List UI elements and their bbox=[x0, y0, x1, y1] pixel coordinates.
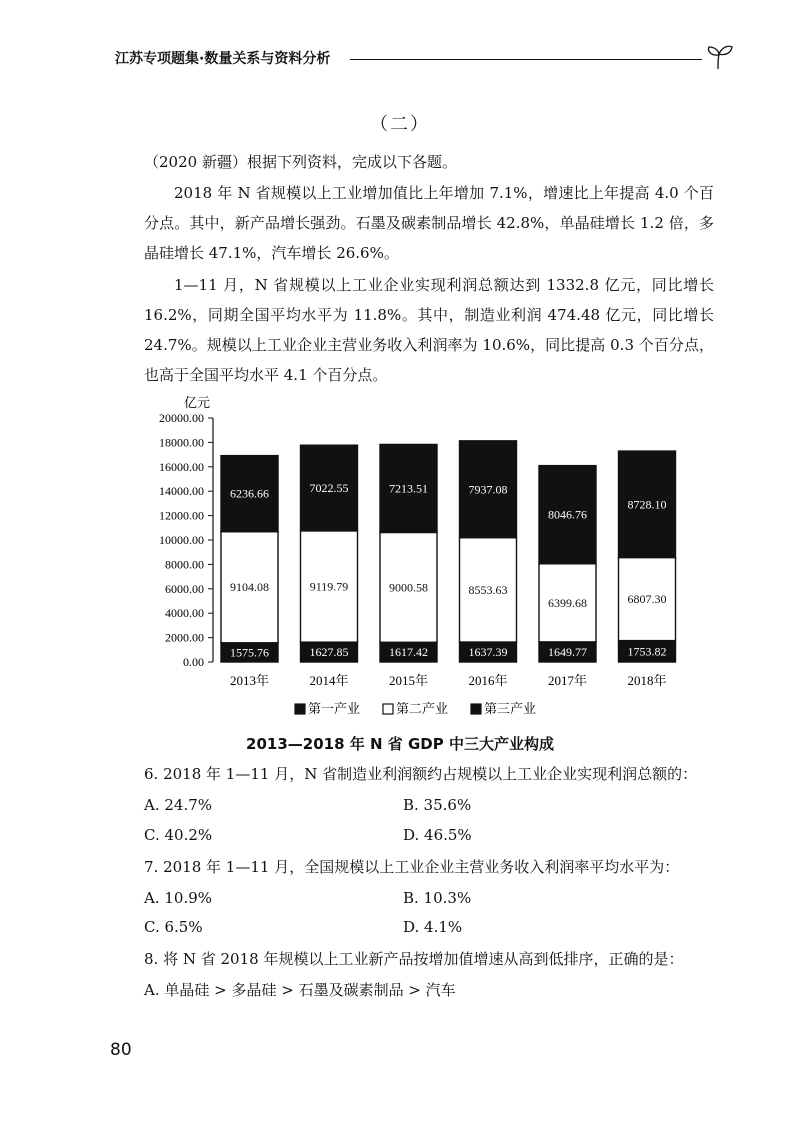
bar-value-label: 1617.42 bbox=[389, 645, 428, 660]
legend-swatch bbox=[471, 704, 481, 714]
y-tick-label: 18000.00 bbox=[159, 435, 204, 450]
question-6-stem: 6. 2018 年 1—11 月，N 省制造业利润额约占规模以上工业企业实现利润总额的： bbox=[144, 765, 698, 783]
bar-value-label: 6807.30 bbox=[627, 592, 667, 607]
y-tick-label: 10000.00 bbox=[159, 533, 204, 547]
legend-label: 第二产业 bbox=[396, 702, 449, 717]
question-6-option-d[interactable]: D. 46.5% bbox=[403, 826, 472, 844]
bar-value-label: 6236.66 bbox=[230, 486, 269, 501]
legend-label: 第一产业 bbox=[308, 702, 361, 717]
y-tick-label: 16000.00 bbox=[159, 459, 204, 474]
y-tick-label: 14000.00 bbox=[159, 484, 204, 499]
page-number: 80 bbox=[110, 1040, 132, 1060]
bar-value-label: 1753.82 bbox=[627, 644, 667, 659]
bar-value-label: 9119.79 bbox=[309, 579, 349, 594]
gdp-structure-chart bbox=[145, 385, 685, 730]
y-tick-label: 4000.00 bbox=[165, 606, 204, 621]
y-tick-label: 0.00 bbox=[183, 655, 204, 669]
x-tick-label: 2013年 bbox=[229, 673, 270, 688]
y-tick-label: 6000.00 bbox=[165, 581, 204, 596]
header-rule bbox=[350, 59, 702, 60]
bar-value-label: 1627.85 bbox=[309, 645, 349, 660]
y-tick-label: 20000.00 bbox=[159, 411, 204, 425]
y-tick-label: 8000.00 bbox=[165, 557, 204, 572]
sprout-icon bbox=[705, 44, 735, 70]
bar-value-label: 7937.08 bbox=[468, 482, 508, 497]
x-tick-label: 2017年 bbox=[547, 673, 588, 688]
question-7-option-b[interactable]: B. 10.3% bbox=[403, 889, 472, 907]
y-tick-label: 2000.00 bbox=[165, 630, 204, 645]
intro-paragraph: （2020 新疆）根据下列资料，完成以下各题。 bbox=[144, 153, 457, 171]
bar-value-label: 1637.39 bbox=[468, 645, 508, 660]
legend-swatch bbox=[295, 704, 305, 714]
question-7-option-c[interactable]: C. 6.5% bbox=[144, 918, 203, 936]
bar-value-label: 8046.76 bbox=[548, 507, 587, 522]
header-title: 江苏专项题集·数量关系与资料分析 bbox=[115, 51, 331, 67]
bar-value-label: 9104.08 bbox=[230, 580, 269, 595]
bar-value-label: 9000.58 bbox=[389, 580, 428, 595]
x-tick-label: 2018年 bbox=[627, 673, 667, 688]
y-tick-label: 12000.00 bbox=[159, 508, 204, 523]
bar-value-label: 6399.68 bbox=[548, 595, 587, 610]
bar-value-label: 7022.55 bbox=[309, 481, 349, 496]
page-header bbox=[115, 44, 745, 72]
bar-value-label: 1649.77 bbox=[548, 644, 587, 659]
section-title: （二） bbox=[370, 114, 430, 135]
chart-title: 2013—2018 年 N 省 GDP 中三大产业构成 bbox=[246, 735, 554, 753]
question-6-option-a[interactable]: A. 24.7% bbox=[144, 796, 213, 814]
y-unit-label: 亿元 bbox=[183, 395, 211, 410]
question-8-option-a[interactable]: A. 单晶硅 > 多晶硅 > 石墨及碳素制品 > 汽车 bbox=[144, 981, 456, 999]
x-tick-label: 2015年 bbox=[388, 673, 429, 688]
question-8-stem: 8. 将 N 省 2018 年规模以上工业新产品按增加值增速从高到低排序，正确的是： bbox=[144, 950, 684, 968]
question-7-option-a[interactable]: A. 10.9% bbox=[144, 889, 213, 907]
legend-swatch bbox=[383, 704, 393, 714]
question-7-stem: 7. 2018 年 1—11 月，全国规模以上工业企业主营业务收入利润率平均水平为： bbox=[144, 858, 680, 876]
bar-value-label: 7213.51 bbox=[389, 481, 428, 496]
bar-value-label: 1575.76 bbox=[230, 645, 269, 660]
question-6-option-c[interactable]: C. 40.2% bbox=[144, 826, 213, 844]
x-tick-label: 2016年 bbox=[468, 673, 508, 688]
legend-label: 第三产业 bbox=[484, 702, 537, 717]
bar-value-label: 8553.63 bbox=[468, 582, 508, 597]
x-tick-label: 2014年 bbox=[309, 673, 349, 688]
question-6-option-b[interactable]: B. 35.6% bbox=[403, 796, 472, 814]
material-paragraph-1: 2018 年 N 省规模以上工业增加值比上年增加 7.1%，增速比上年提高 4.0 个百分点。其中，新产品增长强劲。石墨及碳素制品增长 42.8%，单晶硅增长 1.2 倍，多晶硅增长 47.1%，汽车增长 26.6%。 bbox=[144, 184, 714, 262]
bar-value-label: 8728.10 bbox=[627, 497, 667, 512]
material-paragraph-2: 1—11 月，N 省规模以上工业企业实现利润总额达到 1332.8 亿元，同比增长 16.2%，同期全国平均水平为 11.8%。其中，制造业利润 474.48 亿元，同比增长 24.7%。规模以上工业企业主营业务收入利润率为 10.6%，同比提高 0.3 个百分点，也高于全国平均水平 4.1 个百分点。 bbox=[144, 276, 714, 384]
question-7-option-d[interactable]: D. 4.1% bbox=[403, 918, 463, 936]
